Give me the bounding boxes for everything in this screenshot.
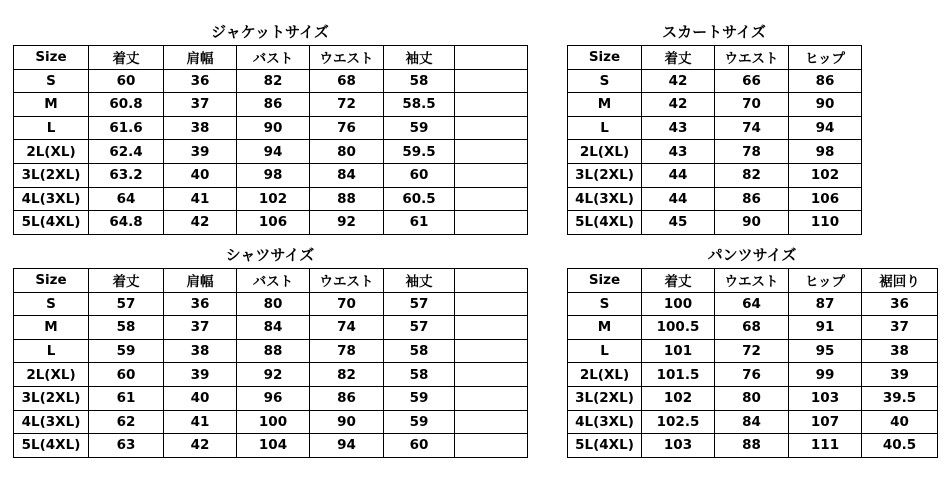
size-label-cell: S — [568, 292, 642, 316]
table-row — [14, 187, 528, 211]
measurement-cell — [455, 69, 528, 93]
size-label-cell: 2L(XL) — [14, 140, 89, 164]
table-row — [568, 69, 862, 93]
jacket-size-title: ジャケットサイズ — [211, 23, 329, 41]
measurement-cell — [455, 211, 528, 235]
measurement-cell: 37 — [164, 316, 237, 340]
table-row — [14, 69, 528, 93]
measurement-cell: 78 — [715, 140, 789, 164]
header-row — [14, 46, 528, 70]
measurement-cell: 74 — [310, 316, 384, 340]
measurement-cell: 66 — [715, 69, 789, 93]
column-header: Size — [568, 46, 642, 70]
measurement-cell: 68 — [310, 69, 384, 93]
measurement-cell: 80 — [237, 292, 310, 316]
table-row — [568, 386, 938, 410]
measurement-cell: 59 — [89, 339, 164, 363]
table-row — [568, 434, 938, 458]
measurement-cell: 99 — [789, 363, 862, 387]
measurement-cell: 90 — [789, 93, 862, 117]
measurement-cell: 80 — [715, 386, 789, 410]
size-label-cell: 4L(3XL) — [14, 410, 89, 434]
table-row — [14, 116, 528, 140]
measurement-cell — [455, 316, 528, 340]
column-header: Size — [14, 46, 89, 70]
measurement-cell — [455, 292, 528, 316]
measurement-cell: 61 — [384, 211, 455, 235]
measurement-cell: 100 — [642, 292, 715, 316]
measurement-cell: 90 — [715, 211, 789, 235]
size-label-cell: 2L(XL) — [568, 140, 642, 164]
measurement-cell: 80 — [310, 140, 384, 164]
shirt-size-table — [13, 268, 528, 458]
measurement-cell: 64 — [715, 292, 789, 316]
column-header: 肩幅 — [164, 46, 237, 70]
measurement-cell — [455, 363, 528, 387]
measurement-cell: 63 — [89, 434, 164, 458]
measurement-cell: 72 — [715, 339, 789, 363]
measurement-cell — [455, 93, 528, 117]
measurement-cell: 86 — [237, 93, 310, 117]
table-row — [568, 163, 862, 187]
skirt-size-title: スカートサイズ — [662, 23, 766, 41]
measurement-cell: 40 — [164, 386, 237, 410]
measurement-cell: 94 — [237, 140, 310, 164]
measurement-cell: 103 — [642, 434, 715, 458]
table-row — [14, 140, 528, 164]
measurement-cell — [455, 163, 528, 187]
measurement-cell: 43 — [642, 140, 715, 164]
measurement-cell: 62.4 — [89, 140, 164, 164]
measurement-cell: 60.5 — [384, 187, 455, 211]
measurement-cell: 58 — [384, 339, 455, 363]
jacket-size-table — [13, 45, 528, 235]
measurement-cell: 39 — [164, 140, 237, 164]
measurement-cell: 82 — [310, 363, 384, 387]
measurement-cell: 40.5 — [862, 434, 938, 458]
measurement-cell: 42 — [164, 211, 237, 235]
measurement-cell: 106 — [237, 211, 310, 235]
measurement-cell: 82 — [237, 69, 310, 93]
measurement-cell: 107 — [789, 410, 862, 434]
measurement-cell — [455, 410, 528, 434]
measurement-cell: 98 — [237, 163, 310, 187]
table-row — [568, 116, 862, 140]
size-label-cell: 3L(2XL) — [14, 386, 89, 410]
measurement-cell: 43 — [642, 116, 715, 140]
measurement-cell: 62 — [89, 410, 164, 434]
column-header: ヒップ — [789, 269, 862, 293]
measurement-cell: 98 — [789, 140, 862, 164]
table-row — [568, 140, 862, 164]
pants-size-table — [567, 268, 938, 458]
measurement-cell: 86 — [789, 69, 862, 93]
size-label-cell: 5L(4XL) — [14, 211, 89, 235]
column-header: 着丈 — [642, 46, 715, 70]
size-label-cell: S — [14, 292, 89, 316]
measurement-cell: 42 — [642, 69, 715, 93]
measurement-cell: 90 — [237, 116, 310, 140]
measurement-cell: 60 — [384, 163, 455, 187]
column-header: Size — [14, 269, 89, 293]
measurement-cell: 37 — [862, 316, 938, 340]
measurement-cell: 101 — [642, 339, 715, 363]
measurement-cell: 84 — [237, 316, 310, 340]
measurement-cell: 104 — [237, 434, 310, 458]
column-header: バスト — [237, 269, 310, 293]
measurement-cell — [455, 339, 528, 363]
size-label-cell: S — [568, 69, 642, 93]
shirt-size-title: シャツサイズ — [225, 246, 315, 264]
measurement-cell: 111 — [789, 434, 862, 458]
measurement-cell: 76 — [715, 363, 789, 387]
table-row — [14, 211, 528, 235]
column-header: ウエスト — [310, 269, 384, 293]
measurement-cell: 64 — [89, 187, 164, 211]
measurement-cell: 86 — [715, 187, 789, 211]
column-header — [455, 269, 528, 293]
size-label-cell: M — [14, 316, 89, 340]
column-header: ウエスト — [715, 46, 789, 70]
measurement-cell: 102.5 — [642, 410, 715, 434]
measurement-cell: 92 — [310, 211, 384, 235]
measurement-cell: 74 — [715, 116, 789, 140]
measurement-cell: 94 — [789, 116, 862, 140]
measurement-cell: 40 — [164, 163, 237, 187]
table-row — [14, 163, 528, 187]
measurement-cell: 64.8 — [89, 211, 164, 235]
table-row — [14, 434, 528, 458]
size-label-cell: S — [14, 69, 89, 93]
size-label-cell: L — [14, 116, 89, 140]
measurement-cell: 57 — [384, 316, 455, 340]
measurement-cell — [455, 187, 528, 211]
header-row — [568, 269, 938, 293]
column-header: 袖丈 — [384, 46, 455, 70]
pants-size-title: パンツサイズ — [707, 246, 797, 264]
column-header: ウエスト — [715, 269, 789, 293]
size-label-cell: M — [14, 93, 89, 117]
size-label-cell: 5L(4XL) — [568, 211, 642, 235]
table-row — [14, 386, 528, 410]
column-header: ウエスト — [310, 46, 384, 70]
measurement-cell: 44 — [642, 187, 715, 211]
column-header: 着丈 — [642, 269, 715, 293]
measurement-cell: 58 — [384, 69, 455, 93]
measurement-cell: 94 — [310, 434, 384, 458]
measurement-cell: 57 — [89, 292, 164, 316]
measurement-cell: 41 — [164, 187, 237, 211]
table-row — [14, 316, 528, 340]
measurement-cell: 88 — [715, 434, 789, 458]
table-row — [568, 292, 938, 316]
measurement-cell: 102 — [642, 386, 715, 410]
column-header: ヒップ — [789, 46, 862, 70]
measurement-cell: 42 — [642, 93, 715, 117]
measurement-cell: 59 — [384, 386, 455, 410]
table-row — [14, 339, 528, 363]
size-label-cell: 3L(2XL) — [568, 386, 642, 410]
size-label-cell: L — [14, 339, 89, 363]
measurement-cell: 87 — [789, 292, 862, 316]
table-row — [568, 410, 938, 434]
measurement-cell: 110 — [789, 211, 862, 235]
measurement-cell: 68 — [715, 316, 789, 340]
measurement-cell: 61.6 — [89, 116, 164, 140]
measurement-cell: 40 — [862, 410, 938, 434]
measurement-cell: 45 — [642, 211, 715, 235]
measurement-cell: 44 — [642, 163, 715, 187]
table-row — [568, 211, 862, 235]
measurement-cell: 38 — [164, 339, 237, 363]
measurement-cell — [455, 140, 528, 164]
size-label-cell: M — [568, 93, 642, 117]
table-row — [568, 363, 938, 387]
measurement-cell: 82 — [715, 163, 789, 187]
column-header: 着丈 — [89, 46, 164, 70]
measurement-cell: 39.5 — [862, 386, 938, 410]
measurement-cell: 70 — [715, 93, 789, 117]
size-label-cell: 5L(4XL) — [568, 434, 642, 458]
measurement-cell: 90 — [310, 410, 384, 434]
measurement-cell: 88 — [237, 339, 310, 363]
column-header: 着丈 — [89, 269, 164, 293]
skirt-size-table — [567, 45, 862, 235]
measurement-cell: 36 — [862, 292, 938, 316]
measurement-cell: 57 — [384, 292, 455, 316]
size-label-cell: 3L(2XL) — [14, 163, 89, 187]
measurement-cell: 60 — [89, 69, 164, 93]
column-header: 袖丈 — [384, 269, 455, 293]
measurement-cell: 96 — [237, 386, 310, 410]
size-label-cell: 5L(4XL) — [14, 434, 89, 458]
size-label-cell: 4L(3XL) — [14, 187, 89, 211]
column-header: Size — [568, 269, 642, 293]
size-label-cell: M — [568, 316, 642, 340]
measurement-cell: 36 — [164, 292, 237, 316]
measurement-cell: 76 — [310, 116, 384, 140]
measurement-cell: 70 — [310, 292, 384, 316]
measurement-cell: 59 — [384, 116, 455, 140]
measurement-cell: 38 — [862, 339, 938, 363]
measurement-cell: 61 — [89, 386, 164, 410]
measurement-cell: 59 — [384, 410, 455, 434]
measurement-cell: 95 — [789, 339, 862, 363]
measurement-cell: 41 — [164, 410, 237, 434]
measurement-cell: 58.5 — [384, 93, 455, 117]
size-label-cell: 4L(3XL) — [568, 410, 642, 434]
measurement-cell: 63.2 — [89, 163, 164, 187]
measurement-cell: 86 — [310, 386, 384, 410]
measurement-cell: 88 — [310, 187, 384, 211]
measurement-cell: 59.5 — [384, 140, 455, 164]
column-header: 肩幅 — [164, 269, 237, 293]
table-row — [568, 339, 938, 363]
measurement-cell: 84 — [715, 410, 789, 434]
table-row — [14, 93, 528, 117]
measurement-cell: 103 — [789, 386, 862, 410]
table-row — [568, 187, 862, 211]
measurement-cell: 101.5 — [642, 363, 715, 387]
size-label-cell: 2L(XL) — [568, 363, 642, 387]
table-row — [14, 363, 528, 387]
measurement-cell: 38 — [164, 116, 237, 140]
measurement-cell: 100.5 — [642, 316, 715, 340]
measurement-cell: 91 — [789, 316, 862, 340]
size-label-cell: 3L(2XL) — [568, 163, 642, 187]
size-label-cell: 2L(XL) — [14, 363, 89, 387]
column-header: バスト — [237, 46, 310, 70]
measurement-cell: 58 — [89, 316, 164, 340]
measurement-cell: 102 — [789, 163, 862, 187]
measurement-cell: 102 — [237, 187, 310, 211]
measurement-cell — [455, 386, 528, 410]
measurement-cell: 72 — [310, 93, 384, 117]
header-row — [568, 46, 862, 70]
size-label-cell: L — [568, 339, 642, 363]
measurement-cell: 92 — [237, 363, 310, 387]
table-row — [568, 316, 938, 340]
measurement-cell: 100 — [237, 410, 310, 434]
measurement-cell: 58 — [384, 363, 455, 387]
measurement-cell: 37 — [164, 93, 237, 117]
measurement-cell: 39 — [164, 363, 237, 387]
table-row — [14, 410, 528, 434]
measurement-cell: 60 — [89, 363, 164, 387]
measurement-cell: 39 — [862, 363, 938, 387]
size-label-cell: L — [568, 116, 642, 140]
measurement-cell: 78 — [310, 339, 384, 363]
measurement-cell: 36 — [164, 69, 237, 93]
measurement-cell: 60.8 — [89, 93, 164, 117]
header-row — [14, 269, 528, 293]
table-row — [568, 93, 862, 117]
table-row — [14, 292, 528, 316]
column-header — [455, 46, 528, 70]
measurement-cell — [455, 116, 528, 140]
size-label-cell: 4L(3XL) — [568, 187, 642, 211]
measurement-cell — [455, 434, 528, 458]
measurement-cell: 84 — [310, 163, 384, 187]
measurement-cell: 60 — [384, 434, 455, 458]
column-header: 裾回り — [862, 269, 938, 293]
measurement-cell: 42 — [164, 434, 237, 458]
measurement-cell: 106 — [789, 187, 862, 211]
